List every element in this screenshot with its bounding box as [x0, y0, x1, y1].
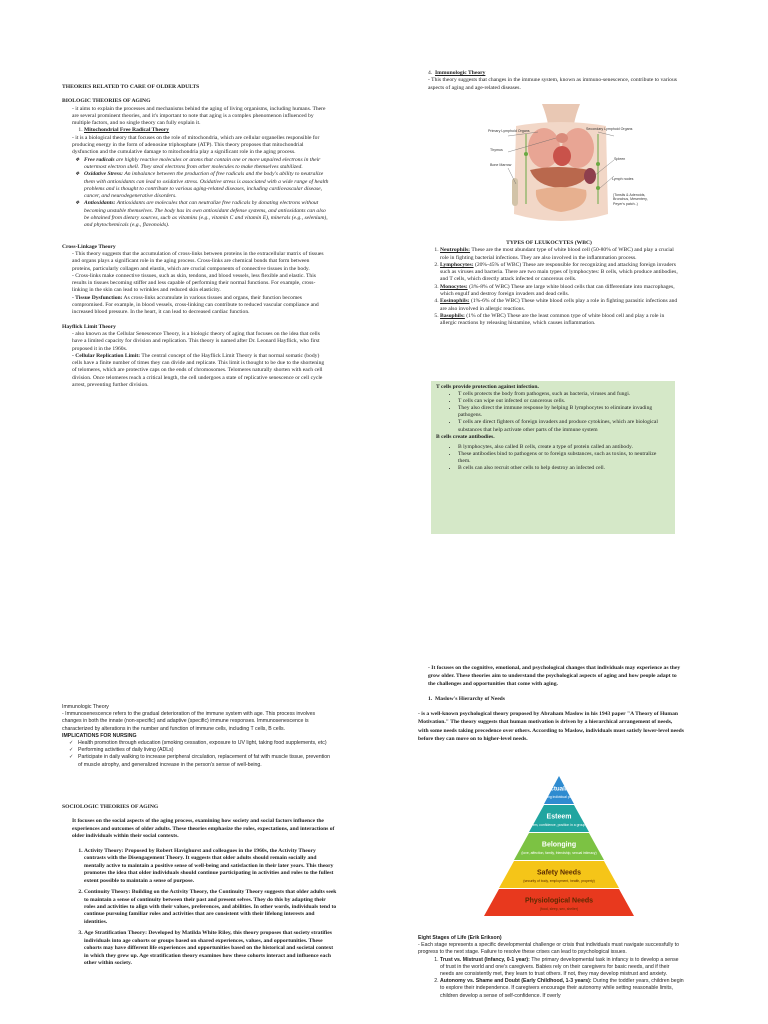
heart-shape [553, 146, 571, 166]
pyramid-level-sub: (security of body, employment, health, property) [523, 878, 595, 883]
list-item: ✓ Health promotion through education (smoking cessation, exposure to UV light, taking food supplements, etc) [78, 740, 332, 747]
socio-intro: It focuses on the social aspects of the aging process, examining how society and social factors influence the experiences and outcomes of older adults. These theories emphasize the roles, expectations, and interactions of older individuals within their social contexts. [72, 818, 335, 840]
list-item: ✓ Performing activities of daily living (ADLs) [78, 747, 332, 754]
list-item: • B lymphocytes, also called B cells, create a type of protein called an antibody. [458, 444, 670, 451]
wbc-term: Eosinophils: [440, 298, 470, 305]
label-secondary: Secondary Lymphoid Organs [586, 127, 633, 131]
immuno-heading [418, 70, 680, 77]
list-item: 2. Continuity Theory: Building on the Activity Theory, the Continuity Theory suggests that older adults seek to maintain a sense of continuity between their past and present selves. They do this by adapting their roles and activities to align with their values, preferences, and abilities. In other words, individuals tend to continue pursuing familiar roles and activities that are consistent with their lifelong interests and identities. [84, 889, 338, 926]
maslow-text: - is a well-known psychological theory proposed by Abraham Maslow in his 1943 paper "A Theory of Human Motivation." The theory suggests that human motivation is driven by a hierarchical arrangement of needs, with some needs taking precedence over others. According to Maslow, individuals must satisfy lower-level needs before they can move on to higher-level needs. [418, 711, 684, 742]
wbc-text: These are the most abundant type of white blood cell (50-80% of WBC) and play a crucial role in fighting bacterial infections. They are also involved in the inflammation process. [440, 247, 674, 261]
label-lymph: Lymph nodes [612, 177, 634, 181]
thymus-shape [556, 133, 568, 143]
list-item [84, 171, 330, 200]
list-item [84, 200, 330, 229]
lymph-node [596, 162, 600, 166]
document-title: THEORIES RELATED TO CARE OF OLDER ADULTS [62, 84, 200, 90]
erikson-section [418, 935, 684, 1000]
bullet-text: Antioxidants are molecules that can neutralize free radicals by donating electrons without becoming unstable themselves. The body has its own antioxidant defense systems, and antioxidants can also be obtained from dietary sources, such as vitamins (e.g., vitamin C and vitamin E), minerals (e.g., selenium), and phytochemicals (e.g., flavonoids). [84, 200, 328, 229]
pyramid-level-sub: (self-esteem, confidence, position in a group, status..) [518, 822, 600, 827]
pyramid-level-title: Esteem [546, 813, 572, 821]
tcell-list [436, 391, 670, 434]
hayflick-title: Hayflick Limit Theory [62, 323, 116, 330]
label-spleen: Spleen [614, 157, 626, 161]
immuno-text-2: - Immunosenescence refers to the gradual deterioration of the immune system with age. This process involves changes in both the innate (non-specific) and adaptive (specific) immune responses. Immunosenescence is characterized by alterations in the number and function of immune cells, including T cells, B cells. [62, 711, 316, 732]
implications-list [62, 740, 332, 769]
erikson-term: Trust vs. Mistrust (Infancy, 0-1 year): [440, 956, 530, 963]
list-item [440, 978, 684, 1000]
list-item [440, 247, 680, 262]
list-item: • T cells are direct fighters of foreign invaders and produce cytokines, which are biological substances that help activate other parts of the immune system [458, 419, 670, 433]
list-item [84, 127, 330, 134]
implications-title: IMPLICATIONS FOR NURSING [62, 732, 137, 739]
bullet-term: Antioxidants: [84, 200, 116, 207]
immuno-text: - This theory suggests that changes in the immune system, known as immuno-senescence, contribute to various aspects of aging and age-related diseases. [428, 77, 677, 91]
wbc-text: (1% of the WBC) These are the least common type of white blood cell and play a role in allergic reactions by releasing histamine, which causes inflammation. [440, 312, 665, 327]
lymph-node [596, 186, 600, 190]
wbc-term: Monocytes: [440, 283, 468, 290]
socio-section [62, 804, 338, 968]
erikson-text: During the toddler years, children begin to explore their independence. If caregivers encourage their autonomy while setting reasonable limits, children develop a sense of self-confidence. If overly [440, 978, 684, 999]
list-item: ✓ Participate in daily walking to increase peripheral circulation, replacement of fat with muscle tissue, prevention of muscle atrophy, and generalized increase in the person's sense of well-being. [78, 754, 332, 768]
bio-heading: BIOLOGIC THEORIES OF AGING [62, 98, 151, 105]
label-primary: Primary Lymphoid Organs [488, 129, 530, 133]
bottom-right-column [418, 664, 684, 743]
wbc-section [418, 240, 680, 328]
cross-title: Cross-Linkage Theory [62, 243, 116, 250]
psych-intro: - It focuses on the cognitive, emotional, and psychological changes that individuals may experience as they grow older. These theories aim to understand the psychological aspects of aging and how people adapt to the challenges and opportunities that come with aging. [428, 665, 681, 688]
list-item [440, 284, 680, 299]
immuno-title-2: Immunologic Theory [62, 704, 109, 710]
erikson-list [418, 957, 684, 1000]
label-thymus: Thymus [490, 148, 503, 152]
erikson-title: Eight Stages of Life (Erik Erikson) [418, 935, 502, 941]
bullet-term: Free radicals [84, 156, 115, 163]
list-item [440, 957, 684, 979]
bcell-list [436, 444, 670, 472]
bullet-text: are highly reactive molecules or atoms that contain one or more unpaired electrons in their outermost electron shell. They steal electrons from other molecules to make themselves stabilized. [84, 156, 321, 170]
pyramid-level-sub: (food, sleep, sex, shelter) [539, 906, 579, 911]
crl-text: The central concept of the Hayflick Limit Theory is that normal somatic (body) cells have a finite number of times they can divide and replicate. This limit is thought to be due to the shortening of telomeres, which are protective caps on the ends of chromosomes. Telomeres naturally shorten with each cell division. Once telomeres reach a critical length, the cell undergoes a state of replicative senescence or cell cycle arrest, preventing further division. [72, 352, 325, 388]
wbc-list [418, 247, 680, 327]
bullet-text: An imbalance between the production of free radicals and the body's ability to neutralize them with antioxidants can lead to oxidative stress. Oxidative stress is associated with a wide range of health problems and is thought to contribute to various aging-related diseases, including cardiovascular disease, cancer, and neurodegenerative disorders. [84, 171, 329, 200]
wbc-text: (3%-8% of WBC) These are large white blood cells that can differentiate into macrophages, which engulf and destroy foreign invaders and dead cells. [440, 283, 675, 298]
list-item: • T cells protects the body from pathogens, such as bacteria, viruses and fungi. [458, 391, 670, 398]
list-item: • T cells can wipe out infected or cancerous cells. [458, 398, 670, 405]
pyramid-level-sub: (achieving individual potential) [536, 794, 582, 799]
list-item: • They also direct the immune response by helping B lymphocytes to eliminate invading pathogens. [458, 405, 670, 419]
pyramid-level-title: Belonging [541, 841, 577, 849]
tissue-dysfunction [62, 295, 330, 317]
immune-system-diagram [486, 104, 636, 232]
list-item: • B cells can also recruit other cells to help destroy an infected cell. [458, 465, 670, 472]
neck-shape [542, 104, 580, 124]
list-item: 1. Activity Theory: Proposed by Robert Havighurst and colleagues in the 1960s, the Activity Theory contrasts with the Disengagement Theory. It suggests that older adults should remain socially and mentally active to maintain a positive sense of well-being and satisfaction in their later years. This theory promotes the idea that older individuals should continue participating in activities and roles to the fullest extent possible to maintain a sense of purpose. [84, 848, 338, 885]
label-bone: Bone Marrow [490, 163, 512, 167]
cross-text-1: - This theory suggests that the accumulation of cross-links between proteins in the extracellular matrix of tissues and organs plays a significant role in the aging process. Cross-links are chemical bonds that form between proteins, particularly collagen and elastin, which are crucial components of connective tissues in the body. [72, 250, 324, 272]
list-item [440, 262, 680, 284]
wbc-term: Neutrophils: [440, 247, 471, 254]
bottom-left-column [62, 704, 332, 769]
lymph-node [524, 152, 528, 156]
tissue-text: As cross-links accumulate in various tissues and organs, their function becomes compromised. For example, in blood vessels, cross-linking can contribute to reduced vascular compliance and increased blood pressure. In the heart, it can lead to decreased cardiac function. [72, 294, 319, 316]
wbc-text: (1%-6% of the WBC) These white blood cells play a role in fighting parasitic infections and are also involved in allergic reactions. [440, 298, 678, 312]
list-item: 3. Age Stratification Theory: Developed by Matilda White Riley, this theory proposes that society stratifies individuals into age cohorts or groups based on shared experiences, values, and opportunities. These cohorts may have different life experiences and opportunities based on the historical and societal context in which they grew up. Age stratification theory examines how these cohorts interact and influence each other within society. [84, 930, 338, 967]
label-tonsils: (Tonsils & Adenoids, Bronchus, Mesentery, Peyer's patch..) [613, 193, 648, 206]
top-right-column [418, 70, 680, 92]
pyramid-level-title: Physiological Needs [524, 897, 594, 905]
top-left-column [62, 84, 330, 389]
wbc-text: (20%-45% of WBC) These are responsible for recognizing and attacking foreign invaders such as viruses and bacteria. There are two main types of lymphocytes: B cells, which produce antibodies, and T cells, which directly attack infected or cancerous cells. [440, 261, 678, 283]
wbc-title: TYPES OF LEUKOCYTES (WBC) [506, 240, 592, 246]
pyramid-level-sub: (love, affection, family, friendship, sexual intimacy) [521, 850, 597, 855]
maslow-pyramid [484, 776, 634, 916]
erikson-text: The primary developmental task in infancy is to develop a sense of trust in the world and one's caregivers. Babies rely on their caregivers for basic needs, and if their needs are consistently met, they learn to trust others. If not, they may develop mistrust and anxiety. [440, 956, 679, 978]
list-item [440, 313, 680, 328]
wbc-term: Lymphocytes: [440, 261, 474, 268]
replication-limit [62, 353, 330, 389]
socio-list [62, 848, 338, 968]
pyramid-level-title: Safety Needs [537, 869, 581, 877]
erikson-term: Autonomy vs. Shame and Doubt (Early Childhood, 1-3 years): [440, 978, 592, 985]
tcell-heading: T cells provide protection against infection. [436, 384, 539, 390]
socio-heading: SOCIOLOGIC THEORIES OF AGING [62, 804, 159, 810]
tcell-bcell-box [431, 381, 675, 534]
list-item [84, 157, 330, 172]
bio-intro: - it aims to explain the processes and mechanisms behind the aging of living organisms, including humans. There are several prominent theories, and it's important to note that aging is a complex phenomenon influenced by multiple factors, and no single theory can fully explain it. [72, 105, 326, 127]
immuno-title: Immunologic Theory [435, 70, 486, 76]
cross-text-2: - Cross-links make connective tissues, such as skin, tendons, and blood vessels, less flexible and elastic. This results in tissues becoming stiffer and less capable of performing their normal functions. For example, cross-linking in the skin can lead to wrinkles and reduced skin elasticity. [72, 272, 316, 294]
list-item: • These antibodies bind to pathogens or to foreign substances, such as toxins, to neutralize them. [458, 451, 670, 465]
maslow-title: Maslow's Hierarchy of Needs [435, 696, 505, 703]
crl-term: - Cellular Replication Limit: [72, 352, 141, 359]
bio-theory-list [62, 127, 330, 134]
bullet-term: Oxidative Stress: [84, 171, 123, 178]
hayflick-text: - also known as the Cellular Senescence Theory, is a biologic theory of aging that focuses on the idea that cells have a limited capacity for division and replication. This theory is named after Dr. Leonard Hayflick, who first proposed it in the 1960s. [72, 330, 320, 352]
bcell-heading: B cells create antibodies. [436, 433, 495, 440]
maslow-heading [418, 695, 684, 703]
immuno-num: 4. [428, 70, 433, 76]
maslow-num: 1. [428, 696, 433, 703]
wbc-term: Basophils: [440, 312, 465, 319]
erikson-intro: - Each stage represents a specific developmental challenge or crisis that individuals must navigate successfully to progress to the next stage. Failure to resolve these crises can lead to psychological issues. [418, 942, 679, 956]
mito-text: - it is a biological theory that focuses on the role of mitochondria, which are cellular organelles responsible for producing energy in the form of adenosine triphosphate (ATP). This theory proposes that mitochondrial dysfunction and the cumulative damage to mitochondria play a significant role in the aging process. [72, 134, 320, 156]
free-radical-bullets [62, 157, 330, 230]
tissue-term: - Tissue Dysfunction: [72, 294, 123, 301]
pyramid-level-title: Self-actualization [533, 785, 585, 793]
list-item [440, 298, 680, 313]
mito-title: Mitochondrial Free Radical Theory [84, 127, 170, 134]
